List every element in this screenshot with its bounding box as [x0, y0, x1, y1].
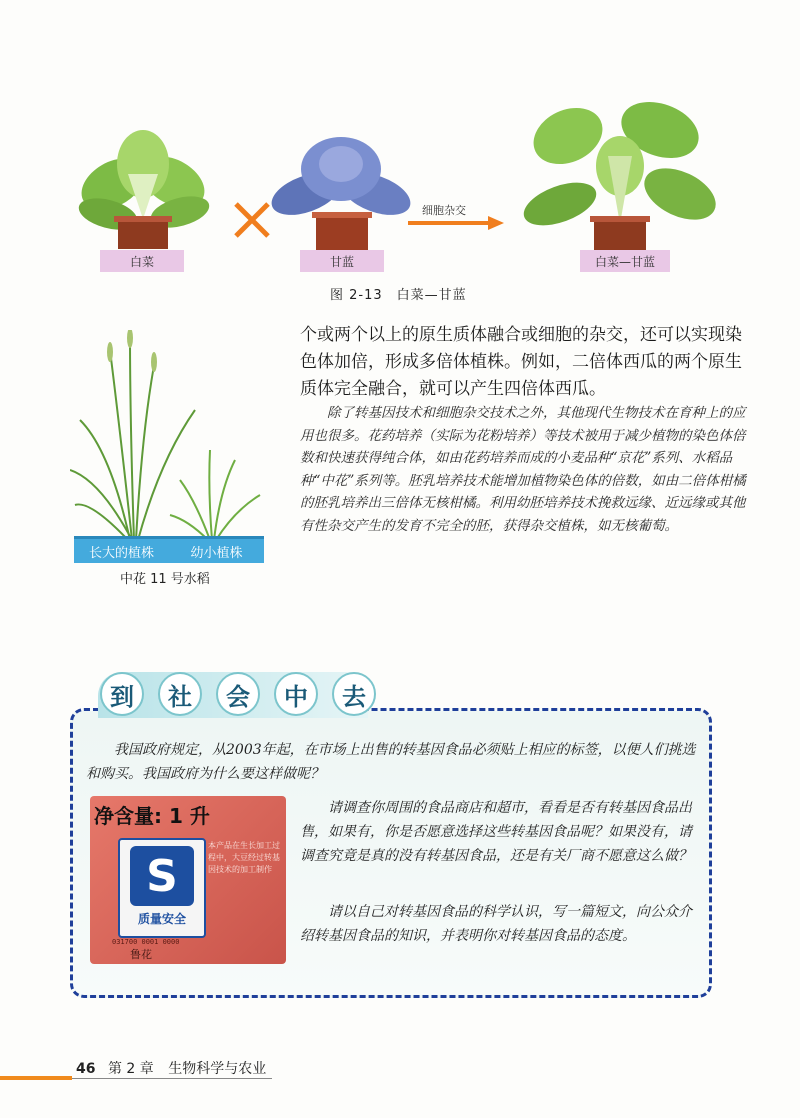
figure-caption: 图 2-13 白菜—甘蓝 — [330, 288, 467, 303]
chinese-cabbage-image — [68, 124, 218, 254]
box-paragraph-survey: 请调查你周围的食品商店和超市，看看是否有转基因食品出售，如果有，你是否愿意选择这些转基因食品呢？如果没有，请调查究竟是真的没有转基因食品，还是有关厂商不愿意这么做？ — [300, 800, 692, 864]
arrow-right-icon — [408, 216, 504, 230]
hybrid-plant-image — [520, 96, 720, 256]
qs-mark — [118, 838, 206, 938]
box-title — [100, 672, 376, 716]
rice-caption: 中花 11 号水稻 — [120, 572, 210, 587]
net-content-text: 净含量: 1 升 — [94, 804, 210, 828]
title-char: 去 — [332, 672, 376, 716]
label-cabbage: 甘蓝 — [300, 250, 384, 272]
cabbage-image — [266, 124, 416, 254]
label-code: 031700 0001 0000 — [112, 938, 180, 946]
paragraph-other-tech: 除了转基因技术和细胞杂交技术之外，其他现代生物技术在育种上的应用也很多。花药培养（实际为花粉培养）等技术被用于减少植物的染色体倍数和快速获得纯合体，如由花药培养而成的小麦品种“京花”系列、水稻品种“中花”系列等。胚乳培养技术能增加植物染色体的倍数，如由二倍体柑橘的胚乳培养出三倍体无核柑橘。利用幼胚培养技术挽救远缘、近远缘或其他有性杂交产生的发育不完全的胚，获得杂交植株，如无核葡萄。 — [300, 405, 746, 534]
title-char: 中 — [274, 672, 318, 716]
page-number: 46 — [76, 1061, 96, 1077]
label-brand: 鲁花 — [130, 948, 152, 961]
page-footer — [76, 1058, 266, 1078]
box-intro-text: 我国政府规定，从2003年起，在市场上出售的转基因食品必须贴上相应的标签，以便人们挑选和购买。我国政府为什么要这样做呢？ — [86, 742, 696, 782]
paragraph-polyploid: 个或两个以上的原生质体融合或细胞的杂交，还可以实现染色体加倍，形成多倍体植株。例如，二倍体西瓜的两个原生质体完全融合，就可以产生四倍体西瓜。 — [300, 325, 742, 399]
label-chinese-cabbage: 白菜 — [100, 250, 184, 272]
rice-plants-image — [70, 330, 270, 560]
footer-rule — [72, 1078, 272, 1079]
box-paragraph-essay: 请以自己对转基因食品的科学认识，写一篇短文，向公众介绍转基因食品的知识，并表明你对转基因食品的态度。 — [300, 904, 692, 944]
title-char: 会 — [216, 672, 260, 716]
title-char: 社 — [158, 672, 202, 716]
chapter-number: 第 2 章 — [107, 1061, 154, 1077]
tray-label-young: 幼小植株 — [190, 545, 243, 561]
title-char: 到 — [100, 672, 144, 716]
footer-accent-bar — [0, 1076, 72, 1080]
qs-logo-icon: S — [130, 846, 194, 906]
rice-tray — [74, 536, 264, 563]
tray-label-grown: 长大的植株 — [88, 545, 154, 561]
food-label-image — [90, 796, 286, 964]
label-side-text: 本产品在生长加工过程中，大豆经过转基因技术的加工制作 — [208, 841, 280, 874]
qs-text: 质量安全 — [137, 912, 186, 926]
label-hybrid: 白菜—甘蓝 — [580, 250, 670, 272]
chapter-title: 生物科学与农业 — [168, 1061, 267, 1077]
arrow-label: 细胞杂交 — [422, 204, 466, 217]
